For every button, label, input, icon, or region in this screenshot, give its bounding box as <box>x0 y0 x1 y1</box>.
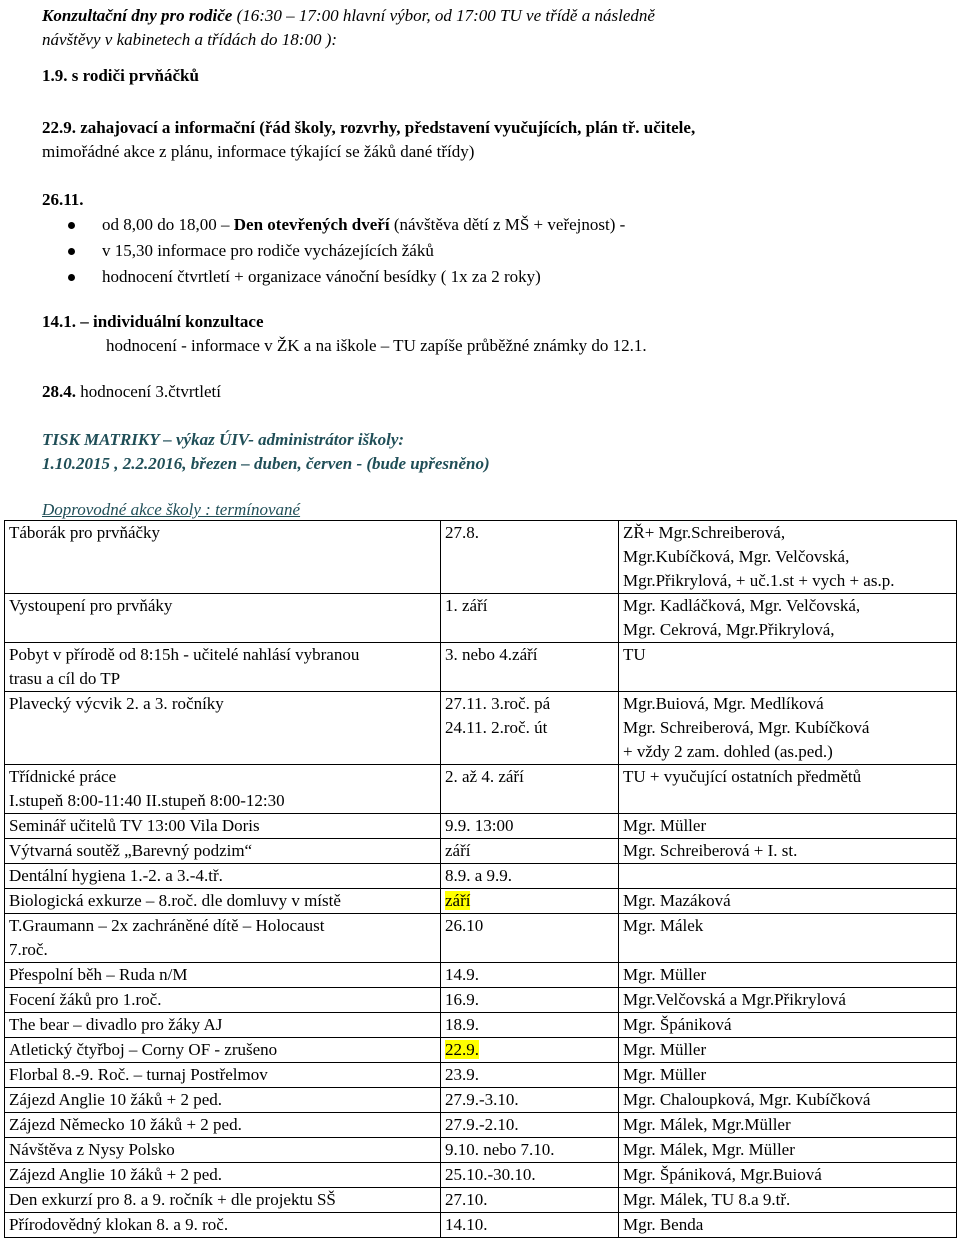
event-date-text: 9.9. 13:00 <box>445 816 514 835</box>
event-date-text: 27.8. <box>445 523 479 542</box>
table-row <box>5 643 957 692</box>
event-date-cell <box>441 988 619 1013</box>
event-name-cell: Výtvarná soutěž „Barevný podzim“ <box>5 839 441 864</box>
event-responsible-cell: Mgr. Müller <box>619 1063 957 1088</box>
event-date-cell <box>441 1088 619 1113</box>
event-responsible-cell <box>619 864 957 889</box>
event-name-cell: Dentální hygiena 1.-2. a 3.-4.tř. <box>5 864 441 889</box>
event-responsible-cell: Mgr. Málek, TU 8.a 9.tř. <box>619 1188 957 1213</box>
event-date-text: 16.9. <box>445 990 479 1009</box>
event-date-text: září <box>445 841 471 860</box>
bullet-bold-text: Den otevřených dveří <box>233 215 390 234</box>
header-title: Konzultační dny pro rodiče <box>42 6 233 25</box>
date-14-1 <box>42 310 264 334</box>
table-row <box>5 914 957 963</box>
date-28-4 <box>42 380 221 404</box>
table-row <box>5 1038 957 1063</box>
event-date-text: 3. nebo 4.září <box>445 645 538 664</box>
event-date-cell <box>441 1013 619 1038</box>
event-date-text: 26.10 <box>445 916 484 935</box>
table-row <box>5 988 957 1013</box>
event-name-cell: Den exkurzí pro 8. a 9. ročník + dle projektu SŠ <box>5 1188 441 1213</box>
event-responsible-cell: Mgr. Málek <box>619 914 957 963</box>
event-responsible-cell: Mgr. Málek, Mgr. Müller <box>619 1138 957 1163</box>
event-date-text: 1. září <box>445 596 488 615</box>
event-name-cell: Třídnické práce I.stupeň 8:00-11:40 II.stupeň 8:00-12:30 <box>5 765 441 814</box>
event-date-cell <box>441 814 619 839</box>
event-date-cell <box>441 914 619 963</box>
event-responsible-cell: TU + vyučující ostatních předmětů <box>619 765 957 814</box>
date-28-4-rest: hodnocení 3.čtvrtletí <box>76 382 221 401</box>
table-row <box>5 1163 957 1188</box>
events-table <box>4 520 957 1238</box>
event-name-cell: Přespolní běh – Ruda n/M <box>5 963 441 988</box>
table-row <box>5 1063 957 1088</box>
date-1-9: 1.9. s rodiči prvňáčků <box>42 66 199 85</box>
event-date-cell <box>441 643 619 692</box>
event-responsible-cell: TU <box>619 643 957 692</box>
event-responsible-cell: Mgr. Málek, Mgr.Müller <box>619 1113 957 1138</box>
event-date-cell <box>441 1063 619 1088</box>
table-row <box>5 963 957 988</box>
event-date-text: 25.10.-30.10. <box>445 1165 536 1184</box>
event-name-cell: Zájezd Německo 10 žáků + 2 ped. <box>5 1113 441 1138</box>
event-date-text: 14.9. <box>445 965 479 984</box>
table-row <box>5 1113 957 1138</box>
event-date-text: 18.9. <box>445 1015 479 1034</box>
event-name-cell: Zájezd Anglie 10 žáků + 2 ped. <box>5 1088 441 1113</box>
event-date-cell <box>441 1038 619 1063</box>
event-name-cell: T.Graumann – 2x zachráněné dítě – Holocaust 7.roč. <box>5 914 441 963</box>
event-name-cell: Přírodovědný klokan 8. a 9. roč. <box>5 1213 441 1238</box>
header-line2: návštěvy v kabinetech a třídách do 18:00 ): <box>42 30 338 49</box>
event-responsible-cell: Mgr. Müller <box>619 814 957 839</box>
table-row <box>5 864 957 889</box>
event-date-cell <box>441 839 619 864</box>
table-row <box>5 1138 957 1163</box>
event-name-cell: Atletický čtyřboj – Corny OF - zrušeno <box>5 1038 441 1063</box>
table-row <box>5 521 957 594</box>
table-row <box>5 1088 957 1113</box>
event-responsible-cell: Mgr. Schreiberová + I. st. <box>619 839 957 864</box>
table-row <box>5 594 957 643</box>
event-date-text: 27.11. 3.roč. pá 24.11. 2.roč. út <box>445 694 551 737</box>
event-date-text: 14.10. <box>445 1215 488 1234</box>
table-row <box>5 839 957 864</box>
table-row <box>5 1013 957 1038</box>
date-22-9-text: 22.9. zahajovací a informační (řád školy, rozvrhy, představení vyučujících, plán tř. učitele, <box>42 118 696 137</box>
event-responsible-cell: Mgr.Buiová, Mgr. Medlíková Mgr. Schreiberová, Mgr. Kubíčková + vždy 2 zam. dohled (as.ped.) <box>619 692 957 765</box>
event-name-cell: Vystoupení pro prvňáky <box>5 594 441 643</box>
event-date-text: 22.9. <box>445 1040 479 1059</box>
event-date-cell <box>441 1213 619 1238</box>
date-14-1-detail: hodnocení - informace v ŽK a na iškole – TU zapíše průběžné známky do 12.1. <box>106 336 647 355</box>
event-date-text: 23.9. <box>445 1065 479 1084</box>
events-table-body <box>5 521 957 1238</box>
event-date-cell <box>441 864 619 889</box>
table-row <box>5 692 957 765</box>
event-date-cell <box>441 889 619 914</box>
event-date-cell <box>441 1113 619 1138</box>
event-name-cell: Pobyt v přírodě od 8:15h - učitelé nahlásí vybranou trasu a cíl do TP <box>5 643 441 692</box>
doprovodne-akce-title: Doprovodné akce školy : termínované <box>42 500 301 519</box>
event-date-cell <box>441 521 619 594</box>
event-date-cell <box>441 1163 619 1188</box>
event-responsible-cell: Mgr. Špániková, Mgr.Buiová <box>619 1163 957 1188</box>
bullet-item <box>68 264 625 290</box>
bullet-text: od 8,00 do 18,00 – <box>102 215 234 234</box>
table-row <box>5 814 957 839</box>
bullet-text: hodnocení čtvrtletí + organizace vánoční besídky ( 1x za 2 roky) <box>102 267 541 286</box>
event-date-text: 27.9.-2.10. <box>445 1115 519 1134</box>
event-name-cell: Florbal 8.-9. Roč. – turnaj Postřelmov <box>5 1063 441 1088</box>
date-22-9 <box>42 116 695 140</box>
table-row <box>5 1188 957 1213</box>
event-date-text: září <box>445 891 471 910</box>
bullet-item <box>68 238 625 264</box>
table-row <box>5 765 957 814</box>
event-name-cell: Biologická exkurze – 8.roč. dle domluvy v místě <box>5 889 441 914</box>
table-row <box>5 1213 957 1238</box>
event-responsible-cell: ZŘ+ Mgr.Schreiberová, Mgr.Kubíčková, Mgr. Velčovská, Mgr.Přikrylová, + uč.1.st + vych + as.p. <box>619 521 957 594</box>
event-date-text: 27.10. <box>445 1190 488 1209</box>
event-date-cell <box>441 594 619 643</box>
event-date-text: 2. až 4. září <box>445 767 524 786</box>
header-consultation-days <box>42 4 655 52</box>
event-responsible-cell: Mgr.Velčovská a Mgr.Přikrylová <box>619 988 957 1013</box>
event-responsible-cell: Mgr. Špániková <box>619 1013 957 1038</box>
event-date-cell <box>441 765 619 814</box>
event-date-cell <box>441 692 619 765</box>
event-name-cell: Seminář učitelů TV 13:00 Vila Doris <box>5 814 441 839</box>
table-row <box>5 889 957 914</box>
date-22-9-line2: mimořádné akce z plánu, informace týkající se žáků dané třídy) <box>42 142 475 161</box>
header-line1-rest: (16:30 – 17:00 hlavní výbor, od 17:00 TU ve třídě a následně <box>232 6 655 25</box>
date-26-11: 26.11. <box>42 190 84 209</box>
event-responsible-cell: Mgr. Benda <box>619 1213 957 1238</box>
event-date-text: 27.9.-3.10. <box>445 1090 519 1109</box>
event-responsible-cell: Mgr. Müller <box>619 1038 957 1063</box>
event-responsible-cell: Mgr. Chaloupková, Mgr. Kubíčková <box>619 1088 957 1113</box>
bullet-list-26-11 <box>68 212 625 290</box>
event-date-text: 9.10. nebo 7.10. <box>445 1140 555 1159</box>
event-responsible-cell: Mgr. Kadláčková, Mgr. Velčovská, Mgr. Cekrová, Mgr.Přikrylová, <box>619 594 957 643</box>
event-name-cell: Táborák pro prvňáčky <box>5 521 441 594</box>
event-responsible-cell: Mgr. Mazáková <box>619 889 957 914</box>
bullet-text: v 15,30 informace pro rodiče vycházejících žáků <box>102 241 434 260</box>
event-date-cell <box>441 1188 619 1213</box>
event-date-cell <box>441 963 619 988</box>
date-14-1-title: – individuální konzultace <box>76 312 264 331</box>
event-name-cell: Focení žáků pro 1.roč. <box>5 988 441 1013</box>
event-name-cell: Zájezd Anglie 10 žáků + 2 ped. <box>5 1163 441 1188</box>
event-name-cell: Plavecký výcvik 2. a 3. ročníky <box>5 692 441 765</box>
tisk-matriky-line1: TISK MATRIKY – výkaz ÚIV- administrátor iškoly: <box>42 430 405 449</box>
event-date-cell <box>441 1138 619 1163</box>
date-28-4-date: 28.4. <box>42 382 76 401</box>
bullet-text-rest: (návštěva dětí z MŠ + veřejnost) - <box>389 215 626 234</box>
date-14-1-date: 14.1. <box>42 312 76 331</box>
event-name-cell: The bear – divadlo pro žáky AJ <box>5 1013 441 1038</box>
tisk-matriky-line2: 1.10.2015 , 2.2.2016, březen – duben, červen - (bude upřesněno) <box>42 454 490 473</box>
bullet-item <box>68 212 625 238</box>
event-responsible-cell: Mgr. Müller <box>619 963 957 988</box>
event-name-cell: Návštěva z Nysy Polsko <box>5 1138 441 1163</box>
event-date-text: 8.9. a 9.9. <box>445 866 513 885</box>
